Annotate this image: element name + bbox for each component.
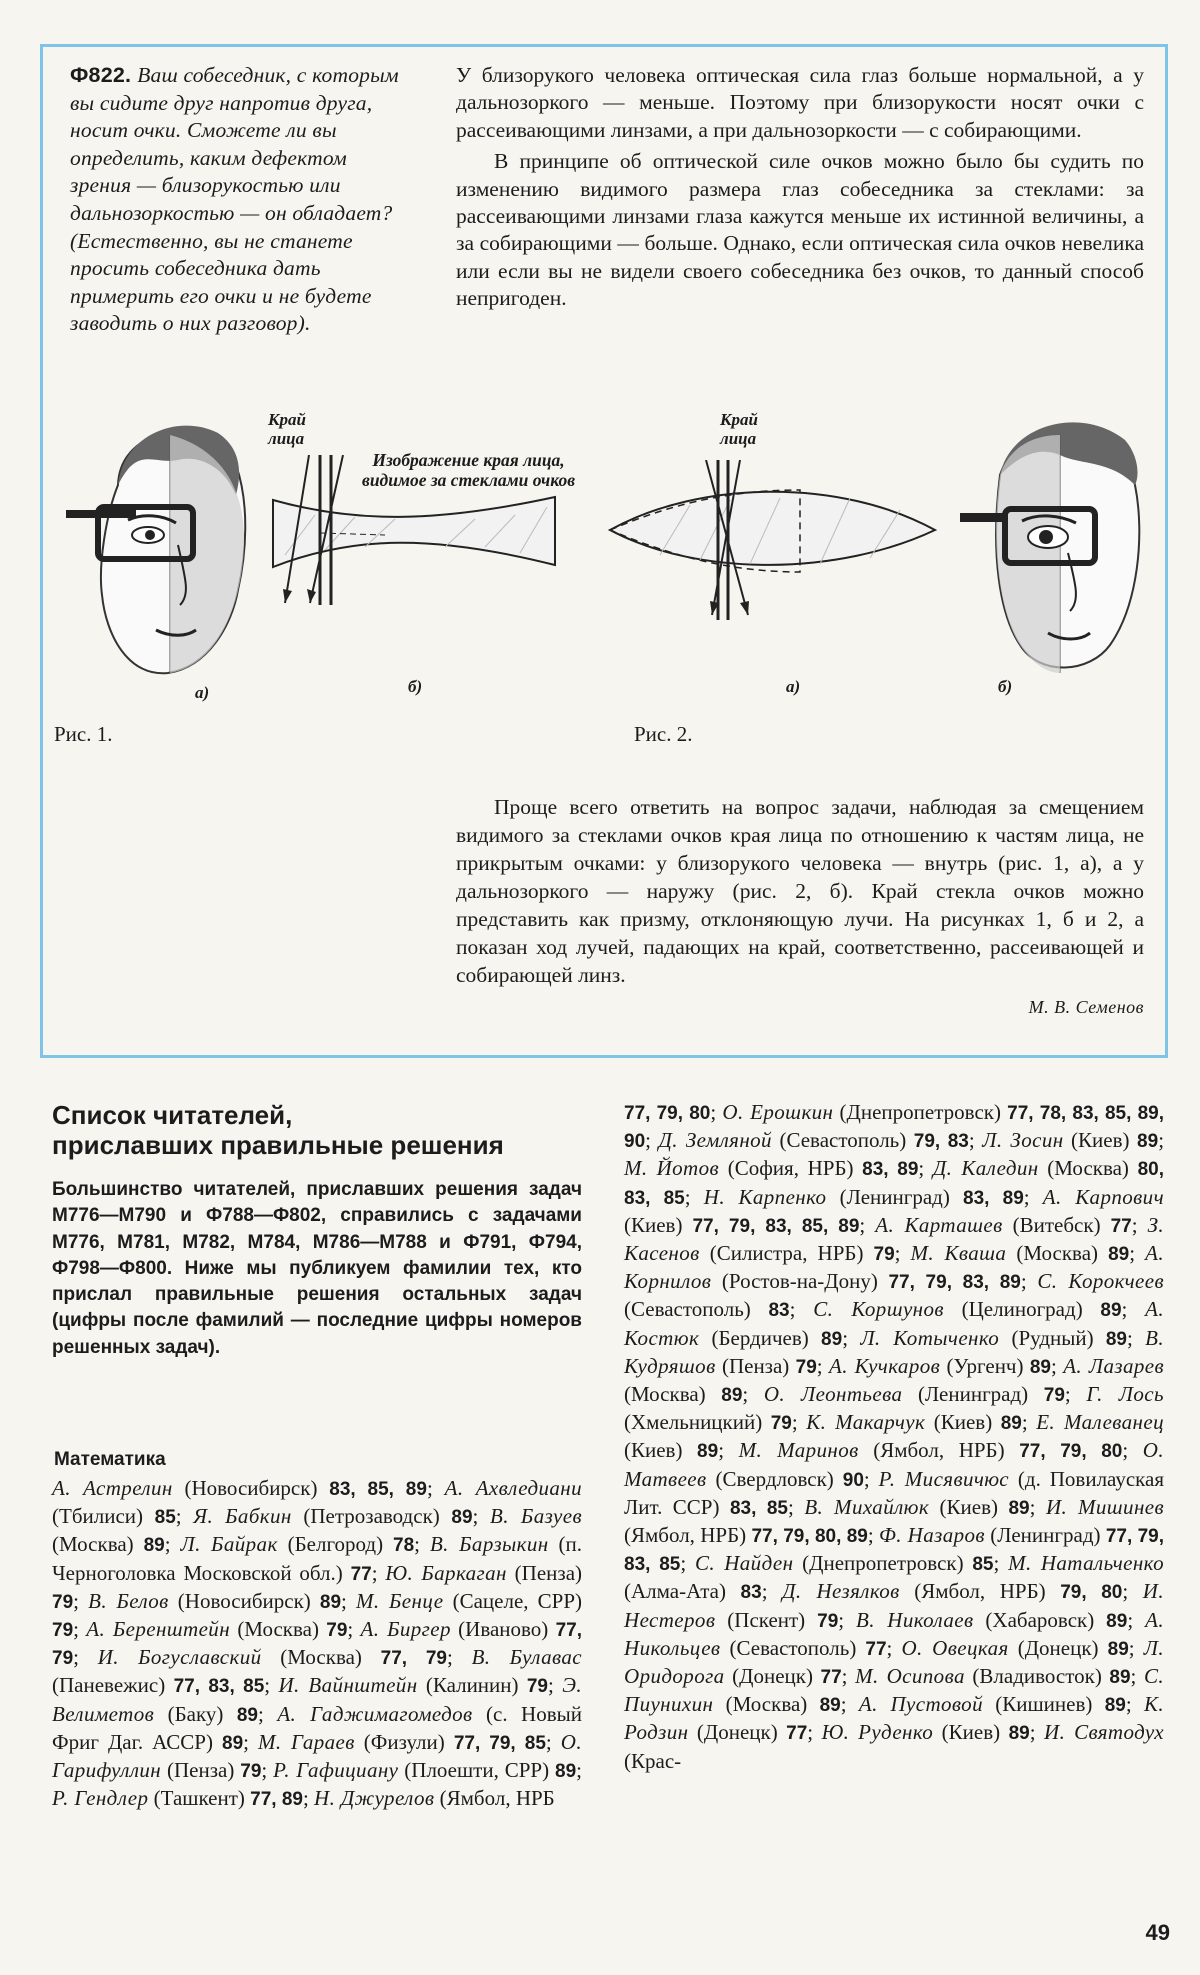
reader-entry: М. Кваша (Москва) 89; xyxy=(910,1241,1146,1266)
reader-entry: М. Натальченко (Алма-Ата) 83; xyxy=(624,1551,1165,1604)
reader-name: А. Биргер xyxy=(360,1617,451,1642)
solved-problems: 89 xyxy=(451,1507,473,1529)
reader-name: Н. Джурелов xyxy=(314,1786,435,1811)
reader-city: (Севастополь) xyxy=(771,1128,914,1153)
solved-problems: 89 xyxy=(1000,1413,1022,1435)
solved-problems: 83 xyxy=(740,1582,762,1604)
solved-problems: 79 xyxy=(526,1676,548,1698)
problem-number: Ф822. xyxy=(70,63,132,87)
solved-problems: 77 xyxy=(350,1563,372,1585)
reader-name: Ю. Руденко xyxy=(821,1720,934,1745)
list-intro: Большинство читателей, приславших решения задач М776—М790 и Ф788—Ф802, справились с задачами М776, М781, М782, М784, М786—М788 и Ф791, Ф794, Ф798—Ф800. Ниже мы публикуем фамилии тех, кто прислал правильные решения остальных задач (цифры после фамилий — последние цифры номеров решенных задач). xyxy=(52,1179,582,1358)
reader-name: Л. Зосин xyxy=(982,1128,1064,1153)
reader-city: (Москва) xyxy=(230,1617,327,1642)
reader-city: (Москва) xyxy=(1038,1156,1138,1181)
solved-problems: 79 xyxy=(1043,1385,1065,1407)
reader-city: (Севастополь) xyxy=(720,1635,866,1660)
reader-entry: Р. Мисявичюс (д. Повилауская Лит. ССР) 83, 85; xyxy=(624,1466,1164,1519)
solved-problems: 83, 85 xyxy=(729,1497,788,1519)
reader-entry: С. Корокчеев (Севастополь) 83; xyxy=(624,1269,1164,1322)
reader-name: Л. Оридорога xyxy=(624,1635,1164,1689)
solved-problems: 89 xyxy=(1106,1610,1128,1632)
answer-paragraph-2: В принципе об оптической силе очков можно было бы судить по изменению видимого размера глаз собеседника за стеклами: за рассеивающими линзами глаза кажутся меньше их истинной величины, а за собирающими — больше. Однако, если оптическая сила очков невелика или если вы не видели своего собеседника без очков, то данный способ непригоден. xyxy=(456,149,1144,311)
reader-city: (Хабаровск) xyxy=(973,1607,1107,1632)
reader-entry: В. Михайлюк (Киев) 89; xyxy=(804,1494,1046,1519)
reader-entry: И. Нестеров (Пскент) 79; xyxy=(624,1579,1164,1632)
reader-name: И. Вайнштейн xyxy=(278,1673,418,1698)
reader-city: (Баку) xyxy=(154,1701,237,1726)
reader-name: А. Ахвледиани xyxy=(444,1476,582,1500)
reader-entry: А. Ахвледиани (Тбилиси) 85; xyxy=(52,1476,582,1529)
solved-problems: 77, 79, 83, 85 xyxy=(624,1526,1164,1576)
solved-problems: 78 xyxy=(393,1535,415,1557)
reader-entry: А. Корнилов (Ростов-на-Дону) 77, 79, 83, 89; xyxy=(624,1241,1164,1294)
reader-entry: З. Касенов (Силистра, НРБ) 79; xyxy=(624,1212,1165,1266)
reader-name: И. Нестеров xyxy=(624,1579,1164,1632)
solved-problems: 89 xyxy=(319,1591,342,1613)
reader-name: Н. Карпенко xyxy=(703,1184,827,1209)
solved-problems: 77, 83, 85 xyxy=(173,1676,265,1698)
reader-city: (Новосибирск) xyxy=(172,1476,330,1500)
reader-city: (Москва) xyxy=(261,1645,381,1670)
reader-city: (Ростов-на-Дону) xyxy=(711,1269,889,1294)
solved-problems: 89 xyxy=(1137,1131,1159,1153)
reader-entry: А. Лазарев (Москва) 89; xyxy=(624,1353,1164,1407)
solved-problems: 89 xyxy=(555,1761,577,1783)
continuation-numbers: 77, 79, 80 xyxy=(624,1103,711,1124)
reader-city: (Пенза) xyxy=(161,1758,241,1783)
reader-entry: Д. Каледин (Москва) 80, 83, 85; xyxy=(624,1156,1164,1209)
reader-entry: В. Барзыкин (п. Черноголовка Московской обл.) 77; xyxy=(52,1532,583,1585)
reader-entry: Ф. Назаров (Ленинград) 77, 79, 83, 85; xyxy=(624,1523,1164,1576)
reader-name: А. Корнилов xyxy=(624,1241,1164,1294)
reader-name: А. Кучкаров xyxy=(829,1353,941,1378)
reader-city: (Киев) xyxy=(933,1720,1009,1745)
reader-entry: А. Астрелин (Новосибирск) 83, 85, 89; xyxy=(52,1476,445,1500)
reader-city: (Плоешти, СРР) xyxy=(398,1758,555,1783)
reader-entry: В. Булавас (Паневежис) 77, 83, 85; xyxy=(52,1645,582,1698)
reader-name: И. Мишинев xyxy=(1045,1494,1165,1519)
reader-city: (Силистра, НРБ) xyxy=(699,1241,874,1266)
reader-name: В. Базуев xyxy=(490,1504,582,1529)
solved-problems: 79 xyxy=(795,1356,817,1378)
reader-name: А. Никольцев xyxy=(624,1607,1164,1660)
reader-name: О. Гарифуллин xyxy=(52,1729,582,1783)
reader-name: А. Костюк xyxy=(624,1297,1164,1350)
solved-problems: 89 xyxy=(236,1704,258,1726)
solved-problems: 79 xyxy=(873,1244,895,1266)
figure-1-caption: Рис. 1. xyxy=(54,722,113,746)
reader-entry: Ю. Руденко (Киев) 89; xyxy=(821,1720,1045,1745)
reader-city: (Москва) xyxy=(713,1692,820,1717)
reader-city: (Пенза) xyxy=(715,1353,796,1378)
reader-name: Е. Малеванец xyxy=(1036,1410,1164,1435)
reader-entry xyxy=(314,1786,555,1810)
reader-city: (Москва) xyxy=(1006,1241,1109,1266)
reader-name: О. Леонтьева xyxy=(763,1382,903,1407)
reader-city: (Бердичев) xyxy=(699,1325,822,1350)
reader-entry: Л. Байрак (Белгород) 78; xyxy=(180,1532,430,1557)
reader-entry: М. Гараев (Физули) 77, 79, 85; xyxy=(258,1729,561,1754)
reader-entry: Ю. Баркаган (Пенза) 79; xyxy=(52,1560,583,1613)
reader-entry: Г. Лось (Хмельницкий) 79; xyxy=(624,1382,1164,1435)
solved-problems: 89 xyxy=(821,1328,843,1350)
reader-name: Р. Гафициану xyxy=(273,1758,399,1783)
reader-entry: Н. Карпенко (Ленинград) 83, 89; xyxy=(703,1184,1043,1209)
solved-problems: 77, 78, 83, 85, 89, 90 xyxy=(624,1103,1165,1153)
figure-1-face-diagram xyxy=(58,405,258,680)
reader-name: Ф. Назаров xyxy=(879,1523,985,1548)
solved-problems: 90 xyxy=(842,1469,864,1491)
reader-entry: И. Мишинев (Ямбол, НРБ) 77, 79, 80, 89; xyxy=(624,1494,1165,1548)
solved-problems: 77, 79, 80 xyxy=(1019,1441,1123,1463)
reader-name: С. Найден xyxy=(694,1551,794,1576)
reader-city: (Петрозаводск) xyxy=(291,1504,452,1529)
solved-problems: 79 xyxy=(326,1620,348,1642)
solved-problems: 89 xyxy=(697,1441,719,1463)
reader-name: А. Пустовой xyxy=(858,1692,983,1717)
solved-problems: 77 xyxy=(820,1667,842,1689)
solved-problems: 77 xyxy=(786,1723,808,1745)
reader-city: (Киев) xyxy=(925,1410,1001,1435)
reader-city: (Киев) xyxy=(929,1494,1009,1519)
reader-entry: А. Гаджимагомедов (с. Новый Фриг Даг. АССР) 89; xyxy=(52,1701,582,1754)
figure-2-sublabel-b: б) xyxy=(998,677,1013,696)
reader-name: А. Лазарев xyxy=(1063,1353,1164,1378)
reader-entry: С. Пиунихин (Москва) 89; xyxy=(624,1664,1165,1717)
reader-name: А. Гаджимагомедов xyxy=(277,1701,473,1726)
solved-problems: 77 xyxy=(1110,1215,1132,1237)
figure-1-sublabel-b: б) xyxy=(408,677,423,696)
reader-entry: И. Вайнштейн (Калинин) 79; xyxy=(278,1673,563,1698)
solved-problems: 77, 89 xyxy=(250,1789,303,1811)
problem-question xyxy=(70,62,410,338)
reader-city: (Целиноград) xyxy=(943,1297,1101,1322)
reader-entry: В. Кудряшов (Пенза) 79; xyxy=(624,1325,1165,1378)
solved-problems: 89 xyxy=(1008,1723,1030,1745)
reader-city: (Белгород) xyxy=(277,1532,394,1557)
reader-name: В. Белов xyxy=(88,1588,169,1613)
reader-city: (Рудный) xyxy=(999,1325,1106,1350)
reader-city: (Донецк) xyxy=(688,1720,787,1745)
reader-name: Л. Котыченко xyxy=(860,1325,1000,1350)
reader-name: К. Макарчук xyxy=(806,1410,926,1435)
reader-city: (Физули) xyxy=(354,1729,454,1754)
reader-entry: А. Беренштейн (Москва) 79; xyxy=(86,1617,361,1642)
list-title: Список читателей, приславших правильные решения xyxy=(52,1100,504,1160)
reader-name: М. Кваша xyxy=(910,1241,1007,1266)
solved-problems: 89 xyxy=(819,1695,841,1717)
reader-city: (Ямбол, НРБ) xyxy=(899,1579,1061,1604)
section-title-math: Математика xyxy=(54,1449,166,1470)
answer-paragraph-3: Проще всего ответить на вопрос задачи, наблюдая за смещением видимого за стеклами очков края лица по отношению к частям лица, не прикрытым очками: у близорукого человека — внутрь (рис. 1, а), а у дальнозоркого — наружу (рис. 2, б). Край стекла очков можно представить как призму, отклоняющую лучи. На рисунках 1, б и 2, а показан ход лучей, падающих на край, соответственно, рассеивающей и собирающей линз. xyxy=(456,795,1144,987)
reader-name: Д. Незялков xyxy=(782,1579,900,1604)
figure-1-sublabel-a: а) xyxy=(195,683,210,702)
reader-name: В. Кудряшов xyxy=(624,1325,1165,1378)
reader-name: М. Осипова xyxy=(855,1664,965,1689)
reader-entry: Л. Зосин (Киев) 89; xyxy=(982,1128,1165,1153)
reader-entry: О. Ерошкин (Днепропетровск) 77, 78, 83, 85, 89, 90; xyxy=(624,1100,1165,1153)
reader-city: (Днепропетровск) xyxy=(793,1551,973,1576)
figure-2-face-diagram xyxy=(950,405,1155,680)
reader-city: (Ленинград) xyxy=(984,1523,1106,1548)
solved-problems: 79, 80 xyxy=(1060,1582,1123,1604)
reader-name: С. Корокчеев xyxy=(1037,1269,1164,1294)
reader-name: И. Святодух xyxy=(1044,1720,1164,1745)
page-number: 49 xyxy=(1145,1920,1170,1945)
reader-city: (Днепропетровск) xyxy=(833,1100,1008,1124)
reader-entry: Л. Котыченко (Рудный) 89; xyxy=(860,1325,1146,1350)
reader-name: М. Маринов xyxy=(738,1438,859,1463)
solved-problems: 79 xyxy=(52,1591,74,1613)
reader-city: (Ямбол, НРБ) xyxy=(858,1438,1020,1463)
reader-entry: Я. Бабкин (Петрозаводск) 89; xyxy=(193,1504,490,1529)
reader-entry: А. Пустовой (Кишинев) 89; xyxy=(858,1692,1144,1717)
solved-problems: 83, 85, 89 xyxy=(329,1479,427,1500)
reader-city: (Кишинев) xyxy=(982,1692,1105,1717)
reader-city: (Новосибирск) xyxy=(168,1588,320,1613)
reader-entry: Д. Земляной (Севастополь) 79, 83; xyxy=(658,1128,983,1153)
reader-entry: В. Базуев (Москва) 89; xyxy=(52,1504,582,1557)
solved-problems: 85 xyxy=(972,1554,994,1576)
figure-2-converging-lens-diagram xyxy=(600,460,940,620)
reader-city: (с. Новый Фриг Даг. АССР) xyxy=(52,1701,582,1754)
solved-problems: 89 xyxy=(1105,1328,1127,1350)
answer-paragraph-1: У близорукого человека оптическая сила глаз больше нормальной, а у дальнозоркого — меньше. Поэтому при близорукости носят очки с рассеивающими линзами, а при дальнозоркости — с собирающими. xyxy=(456,63,1144,142)
reader-city: (Свердловск) xyxy=(706,1466,843,1491)
reader-entry: С. Коршунов (Целиноград) 89; xyxy=(813,1297,1146,1322)
reader-name: Г. Лось xyxy=(1086,1382,1164,1407)
reader-entry: А. Карташев (Витебск) 77; xyxy=(875,1212,1148,1237)
reader-name: З. Касенов xyxy=(624,1212,1165,1266)
figure-2-caption: Рис. 2. xyxy=(634,722,693,746)
reader-entry: А. Никольцев (Севастополь) 77; xyxy=(624,1607,1164,1660)
reader-city: (София, НРБ) xyxy=(719,1156,863,1181)
reader-name: М. Йотов xyxy=(624,1156,720,1181)
reader-city: (Пскент) xyxy=(715,1607,818,1632)
figure-2-sublabel-a: а) xyxy=(786,677,801,696)
solved-problems: 85 xyxy=(154,1507,176,1529)
problem-question-text: Ваш собеседник, с которым вы сидите друг напротив друга, носит очки. Сможете ли вы определить, каким дефектом зрения — близорукостью или дальнозоркостью — он обладает? (Естественно, вы не станете просить собеседника дать примерить его очки и не будете заводить о них разговор). xyxy=(70,63,399,336)
author: М. В. Семенов xyxy=(1028,997,1144,1017)
reader-city: (Паневежис) xyxy=(52,1673,174,1698)
reader-city: (Киев) xyxy=(624,1212,693,1237)
solved-problems: 79, 83 xyxy=(913,1131,969,1153)
solved-problems: 77, 79, 85 xyxy=(453,1732,546,1754)
reader-name: О. Овецкая xyxy=(901,1635,1009,1660)
reader-city: (Пенза) xyxy=(506,1560,583,1585)
reader-city: (Донецк) xyxy=(1008,1635,1108,1660)
reader-city: (Крас- xyxy=(624,1748,682,1773)
reader-entry: С. Найден (Днепропетровск) 85; xyxy=(694,1551,1009,1576)
solved-problems: 77, 79, 83, 89 xyxy=(888,1272,1021,1294)
reader-name: А. Карпович xyxy=(1042,1184,1164,1209)
solved-problems: 89 xyxy=(1100,1300,1122,1322)
answer-text-top xyxy=(456,62,1144,313)
solved-problems: 89 xyxy=(1108,1244,1130,1266)
solved-problems: 89 xyxy=(222,1732,244,1754)
reader-name: Э. Велиметов xyxy=(52,1673,582,1726)
reader-entry: О. Гарифуллин (Пенза) 79; xyxy=(52,1729,582,1783)
reader-entry: А. Карпович (Киев) 77, 79, 83, 85, 89; xyxy=(624,1184,1164,1237)
reader-city: (Донецк) xyxy=(724,1664,821,1689)
reader-name: И. Богуславский xyxy=(97,1645,262,1670)
reader-entry: М. Йотов (София, НРБ) 83, 89; xyxy=(624,1156,933,1181)
solved-problems: 77, 79 xyxy=(380,1648,447,1670)
reader-entry: А. Кучкаров (Ургенч) 89; xyxy=(829,1353,1064,1378)
reader-city: (Ямбол, НРБ xyxy=(434,1786,555,1811)
reader-city: (Витебск) xyxy=(1002,1212,1111,1237)
reader-city: (Киев) xyxy=(1063,1128,1138,1153)
reader-city: (Иваново) xyxy=(450,1617,556,1642)
reader-entry: О. Овецкая (Донецк) 89; xyxy=(901,1635,1144,1660)
solved-problems: 79 xyxy=(52,1620,74,1642)
reader-name: О. Ерошкин xyxy=(722,1100,834,1124)
reader-city: (п. Черноголовка Московской обл.) xyxy=(52,1532,583,1585)
solved-problems: 89 xyxy=(1008,1497,1030,1519)
solved-problems: 77, 79, 83, 85, 89 xyxy=(692,1215,860,1237)
reader-name: Я. Бабкин xyxy=(193,1504,292,1529)
reader-name: С. Пиунихин xyxy=(624,1664,1165,1717)
reader-entry: К. Макарчук (Киев) 89; xyxy=(806,1410,1037,1435)
reader-name: Д. Земляной xyxy=(658,1128,772,1153)
reader-name: Р. Гендлер xyxy=(52,1786,149,1811)
reader-name: М. Натальченко xyxy=(1008,1551,1165,1576)
reader-city: (Калинин) xyxy=(417,1673,527,1698)
solved-problems: 83, 89 xyxy=(963,1187,1024,1209)
reader-city: (Москва) xyxy=(624,1382,722,1407)
image-edge-label: Изображение края лица, видимое за стеклами очков xyxy=(362,450,576,490)
reader-entry: М. Бенце (Сацеле, СРР) 79; xyxy=(52,1588,583,1642)
reader-city: (Владивосток) xyxy=(964,1664,1110,1689)
reader-entry: Д. Незялков (Ямбол, НРБ) 79, 80; xyxy=(782,1579,1143,1604)
solved-problems: 83, 89 xyxy=(862,1159,919,1181)
reader-name: Р. Мисявичюс xyxy=(878,1466,1009,1491)
solved-problems: 89 xyxy=(1109,1667,1131,1689)
reader-city: (Ямбол, НРБ) xyxy=(624,1523,752,1548)
face-edge-label-fig2: Край лица xyxy=(720,410,758,448)
reader-name: В. Николаев xyxy=(856,1607,974,1632)
reader-name: А. Беренштейн xyxy=(86,1617,231,1642)
reader-entry: Е. Малеванец (Киев) 89; xyxy=(624,1410,1164,1463)
reader-entry: О. Матвеев (Свердловск) 90; xyxy=(624,1438,1164,1491)
reader-name: В. Барзыкин xyxy=(429,1532,549,1557)
reader-entry: А. Биргер (Иваново) 77, 79; xyxy=(52,1617,583,1670)
reader-entry: О. Леонтьева (Ленинград) 79; xyxy=(763,1382,1087,1407)
reader-city: (Ленинград) xyxy=(902,1382,1044,1407)
reader-name: В. Михайлюк xyxy=(804,1494,930,1519)
reader-name: К. Родзин xyxy=(624,1692,1164,1745)
reader-city: (Севастополь) xyxy=(624,1297,769,1322)
reader-entry: Р. Гендлер (Ташкент) 77, 89; xyxy=(52,1786,315,1811)
reader-city: (Ташкент) xyxy=(148,1786,251,1811)
reader-city: (Сацеле, СРР) xyxy=(443,1588,583,1613)
reader-entry: Л. Оридорога (Донецк) 77; xyxy=(624,1635,1164,1689)
solved-problems: 89 xyxy=(1107,1638,1129,1660)
solved-problems: 80, 83, 85 xyxy=(624,1159,1164,1209)
reader-city: (Алма-Ата) xyxy=(624,1579,741,1604)
reader-name: Ю. Баркаган xyxy=(385,1560,507,1585)
reader-city: (Ургенч) xyxy=(940,1353,1030,1378)
reader-entry: А. Костюк (Бердичев) 89; xyxy=(624,1297,1164,1350)
reader-city: (Ленинград) xyxy=(826,1184,964,1209)
reader-name: М. Бенце xyxy=(355,1588,444,1613)
reader-city: (Хмельницкий) xyxy=(624,1410,771,1435)
reader-name: О. Матвеев xyxy=(624,1438,1164,1491)
reader-entry: В. Белов (Новосибирск) 89; xyxy=(88,1588,356,1613)
solved-problems: 77 xyxy=(865,1638,887,1660)
reader-name: Л. Байрак xyxy=(180,1532,278,1557)
solved-problems: 89 xyxy=(1029,1356,1051,1378)
solved-problems: 79 xyxy=(817,1610,839,1632)
reader-city: (Москва) xyxy=(52,1532,144,1557)
reader-city: (Киев) xyxy=(624,1438,698,1463)
solved-problems: 77, 79, 80, 89 xyxy=(751,1526,868,1548)
reader-name: М. Гараев xyxy=(258,1729,355,1754)
solved-problems: 89 xyxy=(721,1385,743,1407)
names-column-left xyxy=(52,1475,582,1813)
reader-entry: Э. Велиметов (Баку) 89; xyxy=(52,1673,582,1726)
reader-entry: В. Николаев (Хабаровск) 89; xyxy=(856,1607,1146,1632)
reader-name: А. Карташев xyxy=(875,1212,1003,1237)
reader-name: Д. Каледин xyxy=(932,1156,1039,1181)
solved-problems: 77, 79 xyxy=(52,1620,583,1670)
reader-city: (Тбилиси) xyxy=(52,1504,155,1529)
solved-problems: 89 xyxy=(143,1535,165,1557)
face-edge-label-fig1: Край лица xyxy=(268,410,306,448)
solved-problems: 79 xyxy=(770,1413,792,1435)
reader-entry: И. Богуславский (Москва) 77, 79; xyxy=(97,1645,472,1670)
reader-name: В. Булавас xyxy=(471,1645,582,1670)
reader-name: С. Коршунов xyxy=(813,1297,944,1322)
reader-entry: М. Осипова (Владивосток) 89; xyxy=(855,1664,1144,1689)
names-column-right: 77, 79, 80; О. Ерошкин (Днепропетровск) 77, 78, 83, 85, 89, 90; Д. Земляной (Севастополь) 79, 83; Л. Зосин (Киев) 89; М. Йотов (София, НРБ) 83, 89; Д. Каледин (Москва) 80, 83, 85; Н. Карпенко (Ленинград) 83, 89; А. Карпович (Киев) 77, 79, 83, 85, 89; А. Карташев (Витебск) 77; З. Касенов (Силистра, НРБ) 79; М. Кваша (Москва) 89; А. Корнилов (Ростов-на-Дону) 77, 79, 83, 89; С. Корокчеев (Севастополь) 83; С. Коршунов (Целиноград) 89; А. Костюк (Бердичев) 89; Л. Котыченко (Рудный) 89; В. Кудряшов (Пенза) 79; А. Кучкаров (Ургенч) 89; А. Лазарев (Москва) 89; О. Леонтьева (Ленинград) 79; Г. Лось (Хмельницкий) 79; К. Макарчук (Киев) 89; Е. Малеванец (Киев) 89; М. Маринов (Ямбол, НРБ) 77, 79, 80; О. Матвеев (Свердловск) 90; Р. Мисявичюс (д. Повилауская Лит. ССР) 83, 85; В. Михайлюк (Киев) 89; И. Мишинев (Ямбол, НРБ) 77, 79, 80, 89; Ф. Назаров (Ленинград) 77, 79, 83, 85; С. Найден (Днепропетровск) 85; М. Натальченко (Алма-Ата) 83; Д. Незялков (Ямбол, НРБ) 79, 80; И. Нестеров (Пскент) 79; В. Николаев (Хабаровск) 89; А. Никольцев (Севастополь) 77; О. Овецкая (Донецк) 89; Л. Оридорога (Донецк) 77; М. Осипова (Владивосток) 89; С. Пиунихин (Москва) 89; А. Пустовой (Кишинев) 89; К. Родзин (Донецк) 77; Ю. Руденко (Киев) 89; И. Святодух (Крас- xyxy=(624,1100,1165,1773)
reader-name: А. Астрелин xyxy=(52,1476,173,1500)
solved-problems: 79 xyxy=(240,1761,262,1783)
reader-entry: М. Маринов (Ямбол, НРБ) 77, 79, 80; xyxy=(738,1438,1143,1463)
reader-city: (д. Повилауская Лит. ССР) xyxy=(624,1466,1164,1519)
solved-problems: 83 xyxy=(768,1300,790,1322)
solved-problems: 89 xyxy=(1104,1695,1126,1717)
reader-entry: К. Родзин (Донецк) 77; xyxy=(624,1692,1164,1745)
reader-entry: Р. Гафициану (Плоешти, СРР) 89; xyxy=(273,1758,582,1783)
